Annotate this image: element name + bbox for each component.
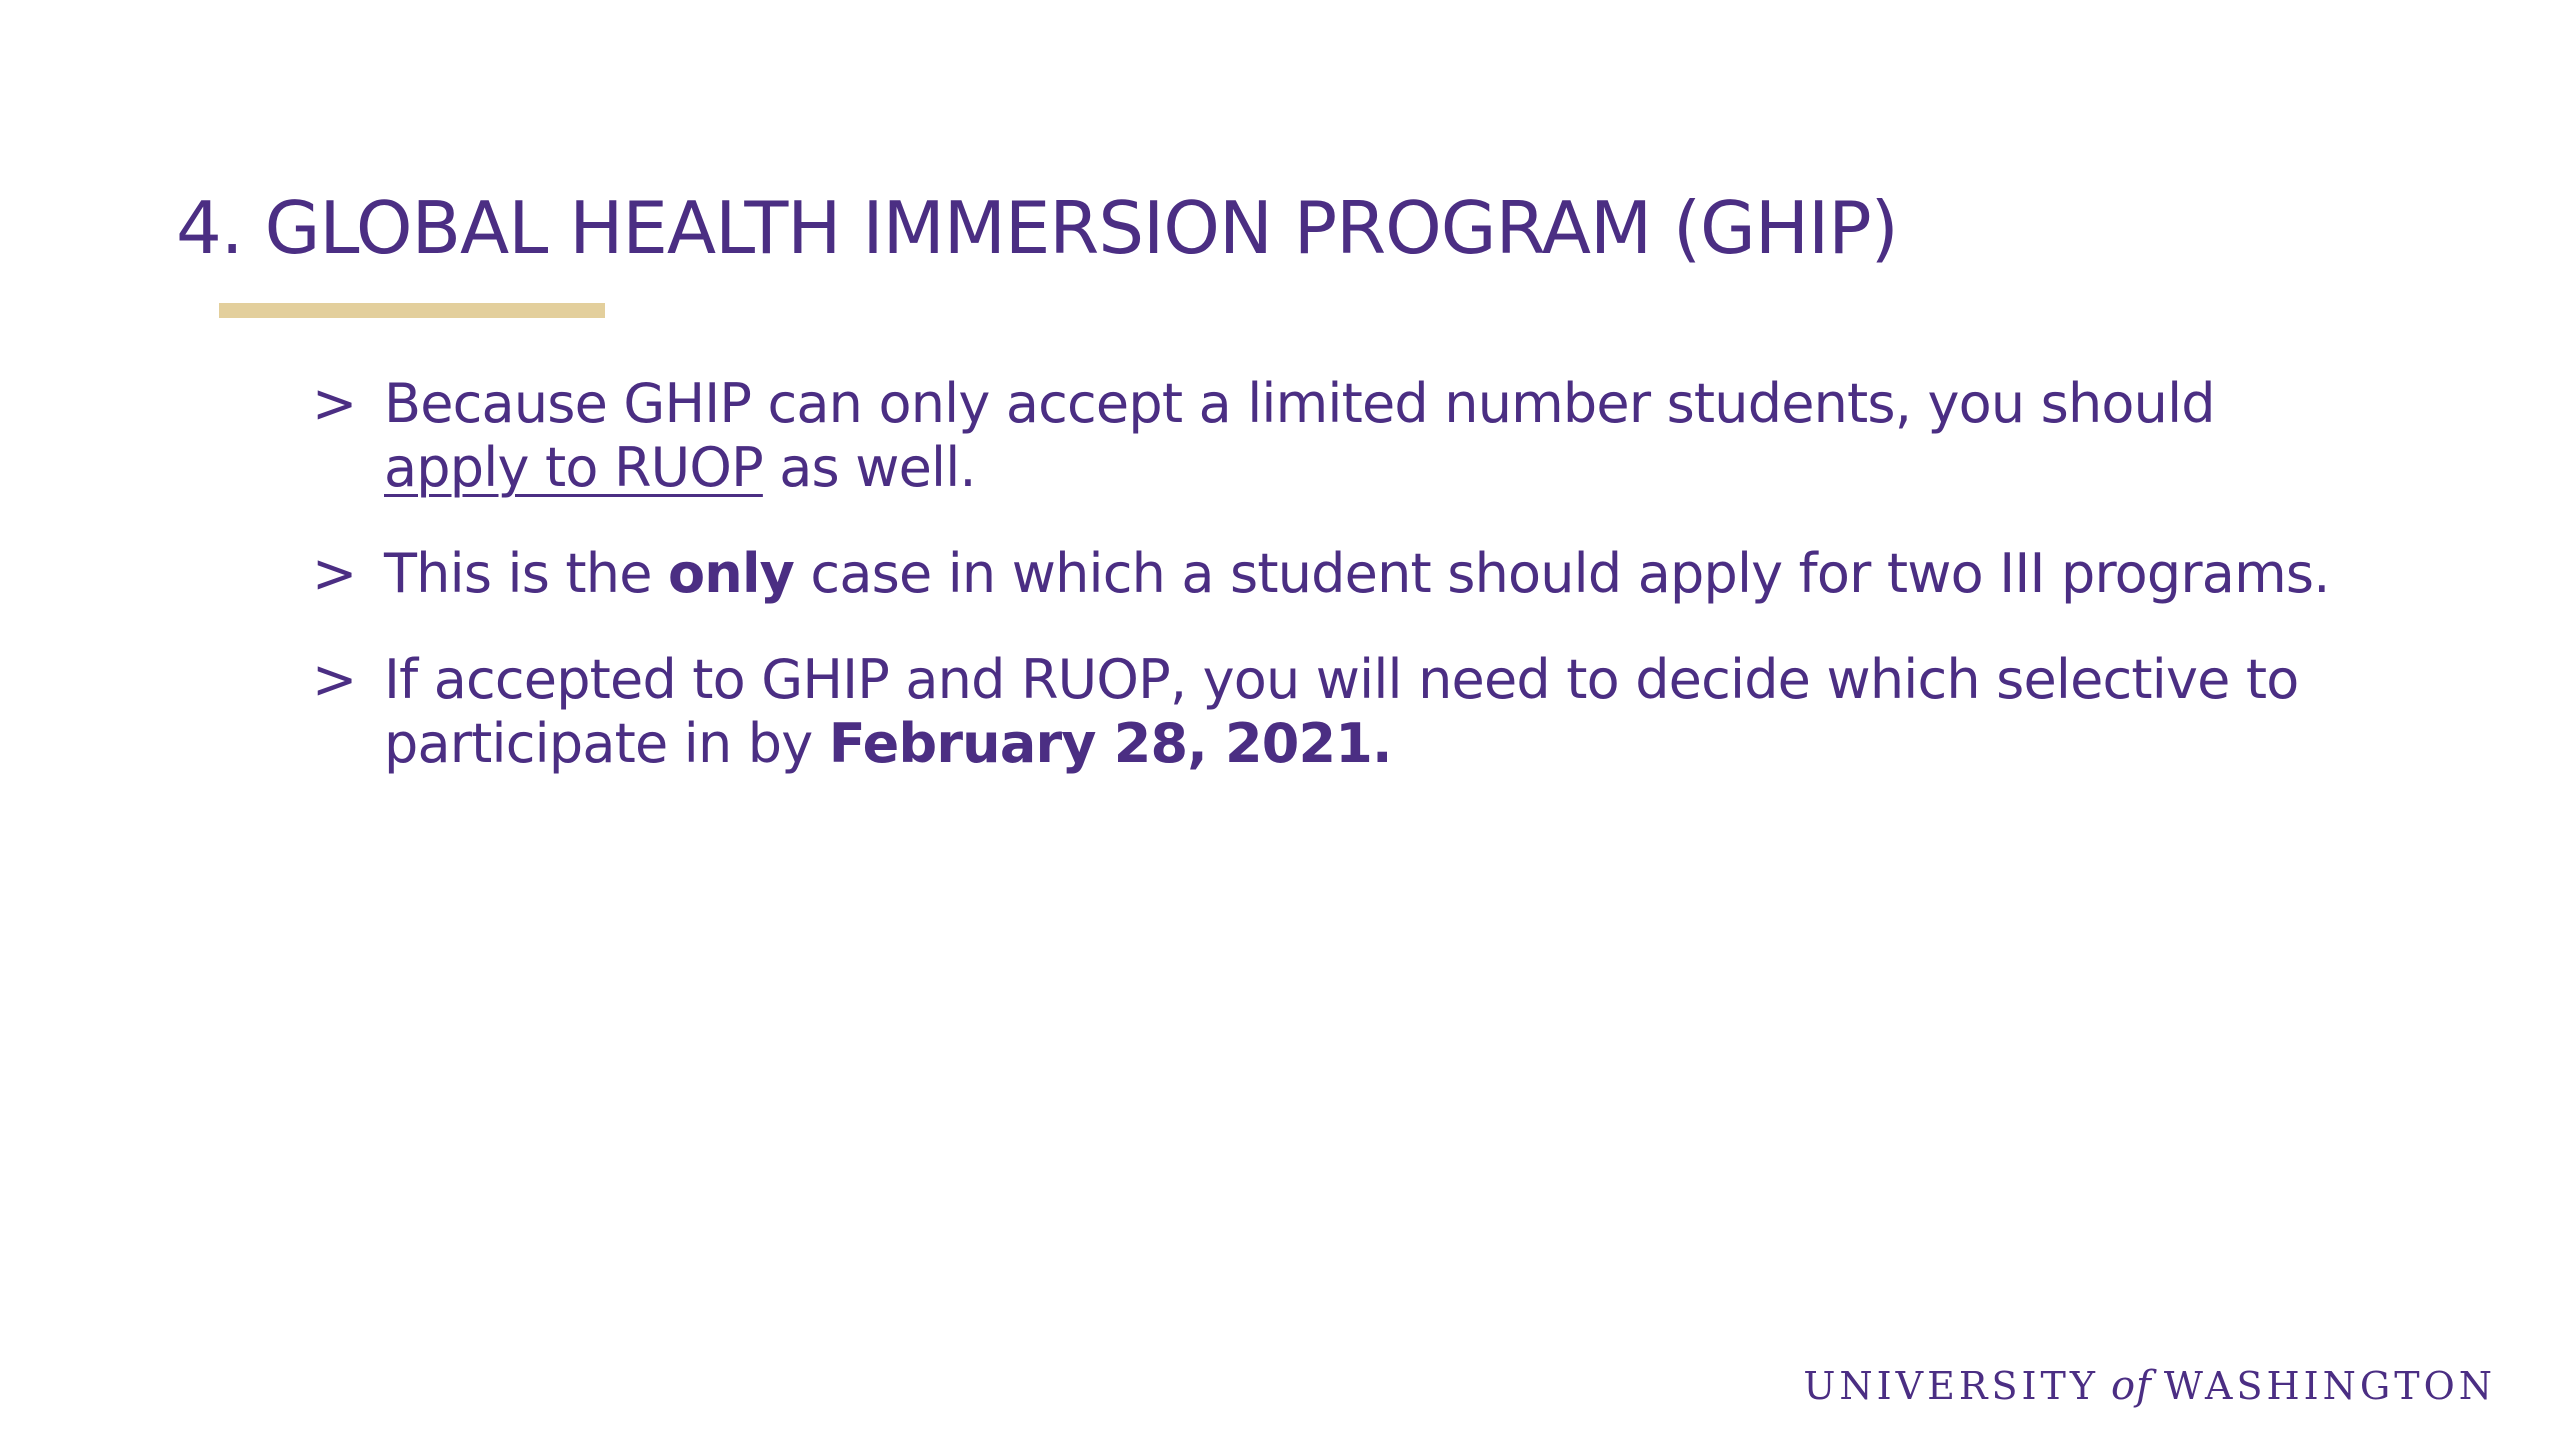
bullet-text: case in which a student should apply for two III programs. [794,542,2330,605]
chevron-right-icon: > [312,542,357,605]
bullet-item [312,648,2352,776]
chevron-right-icon: > [312,648,357,711]
bullet-emphasis: only [668,542,795,605]
bullet-text: If accepted to GHIP and RUOP, you will need to decide which selective to participate in by [384,648,2299,775]
logo-word-university: UNIVERSITY [1803,1364,2099,1408]
bullet-text: This is the [384,542,668,605]
bullet-item [312,372,2352,500]
apply-to-ruop-link[interactable]: apply to RUOP [384,436,763,499]
bullet-list [312,372,2352,818]
bullet-text: as well. [762,436,976,499]
slide-title: 4. GLOBAL HEALTH IMMERSION PROGRAM (GHIP) [176,186,1898,270]
bullet-text: Because GHIP can only accept a limited number students, you should [384,372,2215,435]
title-accent-bar [219,303,605,318]
deadline-date: February 28, 2021. [828,712,1392,775]
university-logo [1803,1360,2496,1412]
bullet-item [312,542,2352,606]
logo-word-washington: WASHINGTON [2163,1364,2496,1408]
logo-word-of: of [2110,1363,2152,1409]
chevron-right-icon: > [312,372,357,435]
